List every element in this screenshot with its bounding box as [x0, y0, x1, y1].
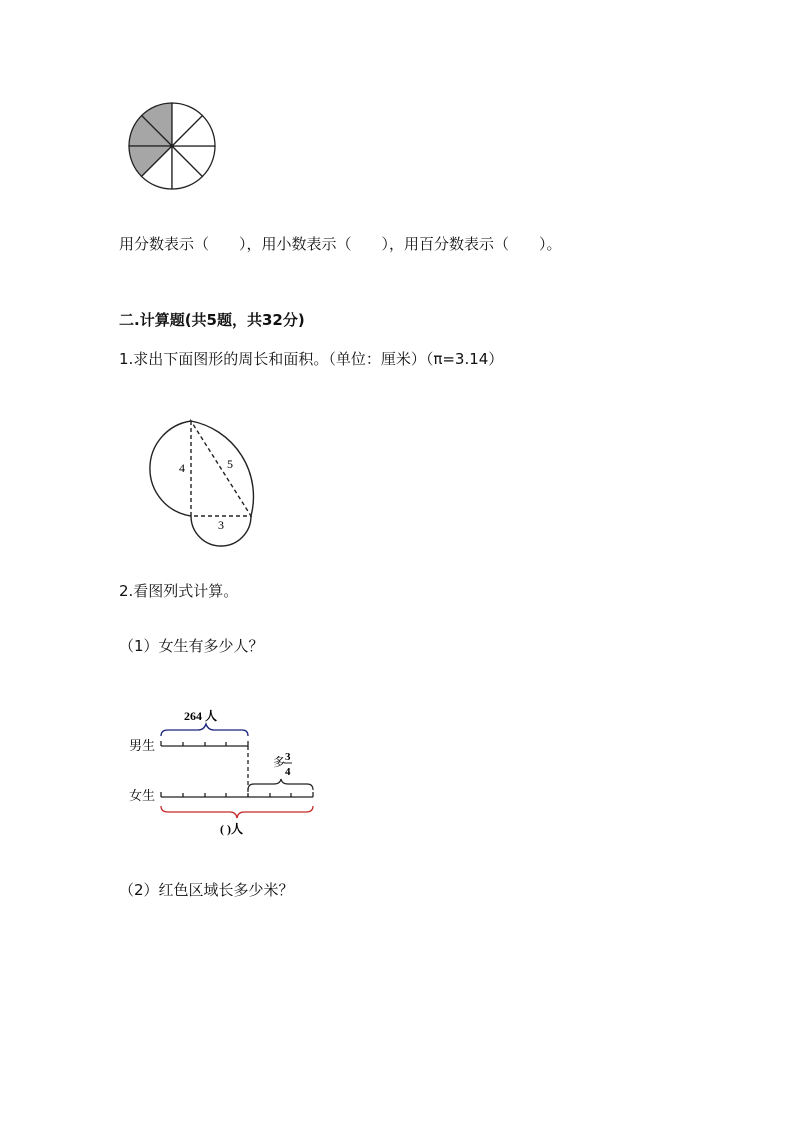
- fraction-denominator: 4: [285, 766, 291, 778]
- label-diagonal: 5: [227, 457, 233, 471]
- girls-brace: [161, 806, 313, 818]
- boys-brace: [161, 724, 248, 736]
- extra-brace: [248, 779, 313, 790]
- boys-label: 男生: [129, 739, 156, 754]
- triangle-sides: [191, 421, 251, 516]
- question-2-text: 2.看图列式计算。: [119, 582, 239, 600]
- boys-count-label: 264 人: [184, 709, 218, 723]
- question-1-text: 1.求出下面图形的周长和面积。（单位：厘米）（π=3.14）: [119, 350, 504, 368]
- geometry-figure: [125, 400, 290, 560]
- label-bottom: 3: [218, 518, 224, 532]
- answer-label: ( )人: [220, 822, 243, 836]
- section-heading: 二.计算题(共5题，共32分): [119, 311, 305, 329]
- question-2-sub-2: （2）红色区域长多少米？: [119, 881, 294, 899]
- fraction-numerator: 3: [285, 751, 291, 763]
- girls-label: 女生: [129, 789, 156, 804]
- question-2-sub-1: （1）女生有多少人？: [119, 637, 264, 655]
- semicircle-large: [191, 421, 253, 516]
- line-segment-diagram: [120, 700, 330, 845]
- more-prefix: 多: [273, 755, 286, 769]
- fill-in-question: 用分数表示（ ），用小数表示（ ），用百分数表示（ ）。: [119, 235, 562, 253]
- label-vertical: 4: [179, 461, 185, 475]
- fraction-pie-diagram: [124, 100, 220, 194]
